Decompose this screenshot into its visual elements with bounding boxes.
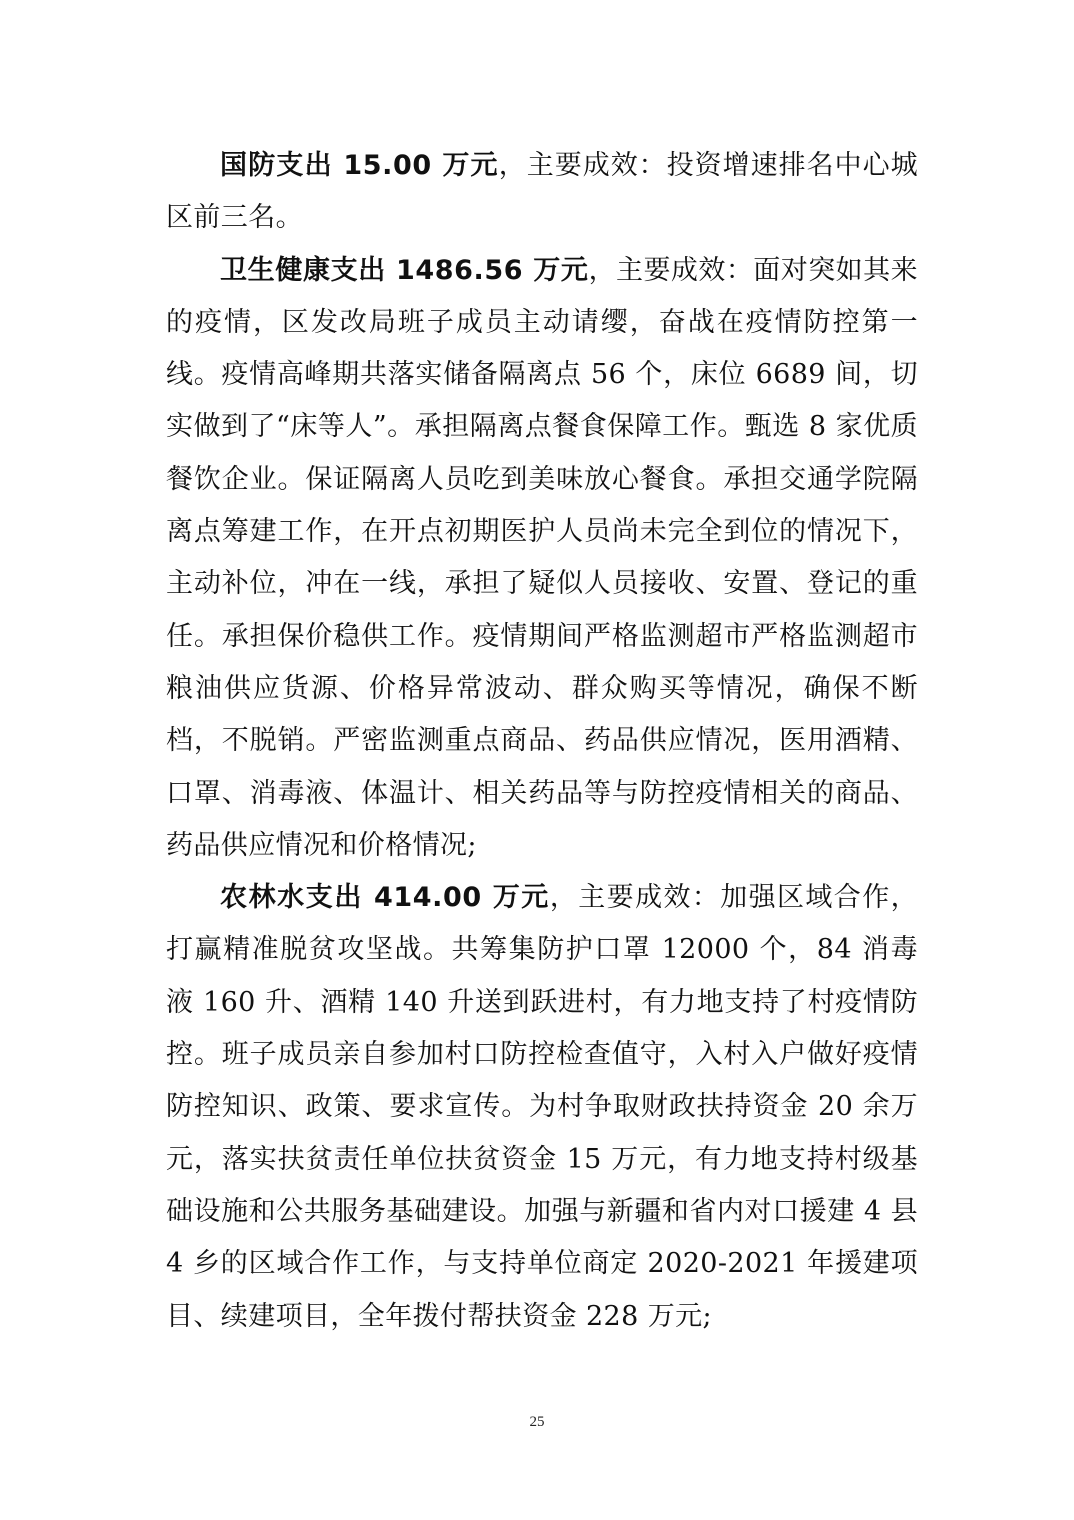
page-number: 25 bbox=[529, 1414, 545, 1430]
paragraph-text: ，主要成效：投资增速排名中心城区前三名。 bbox=[166, 150, 918, 234]
paragraph-lead-heading: 国防支出 15.00 万元 bbox=[220, 150, 499, 181]
paragraph-lead-heading: 农林水支出 414.00 万元 bbox=[220, 882, 550, 914]
paragraph-lead-heading: 卫生健康支出 1486.56 万元 bbox=[220, 254, 589, 286]
paragraph-text: ，主要成效：加强区域合作，打赢精准脱贫攻坚战。共筹集防护口罩 12000 个，84 消毒液 160 升、酒精 140 升送到跃进村，有力地支持了村疫情防控。班子成员亲自参加村口防控检查值守，入村入户做好疫情防控知识、政策、要求宣传。为村争取财政扶持资金 20 余万元，落实扶贫责任单位扶贫资金 15 万元，有力地支持村级基础设施和公共服务基础建设。加强与新疆和省内对口援建 4 县 4 乡的区域合作工作，与支持单位商定 2020-2021 年援建项目、续建项目，全年拨付帮扶资金 228 万元; bbox=[166, 882, 918, 1332]
paragraph-defense-expenditure bbox=[166, 140, 918, 245]
paragraph-agriculture-expenditure bbox=[166, 872, 918, 1343]
paragraph-text: ，主要成效：面对突如其来的疫情，区发改局班子成员主动请缨，奋战在疫情防控第一线。疫情高峰期共落实储备隔离点 56 个，床位 6689 间，切实做到了“床等人”。承担隔离点餐食保障工作。甄选 8 家优质餐饮企业。保证隔离人员吃到美味放心餐食。承担交通学院隔离点筹建工作，在开点初期医护人员尚未完全到位的情况下，主动补位，冲在一线，承担了疑似人员接收、安置、登记的重任。承担保价稳供工作。疫情期间严格监测超市严格监测超市粮油供应货源、价格异常波动、群众购买等情况，确保不断档，不脱销。严密监测重点商品、药品供应情况，医用酒精、 口罩、消毒液、体温计、相关药品等与防控疫情相关的商品、药品供应情况和价格情况; bbox=[166, 254, 918, 861]
document-body bbox=[166, 140, 918, 1343]
paragraph-health-expenditure bbox=[166, 245, 918, 873]
